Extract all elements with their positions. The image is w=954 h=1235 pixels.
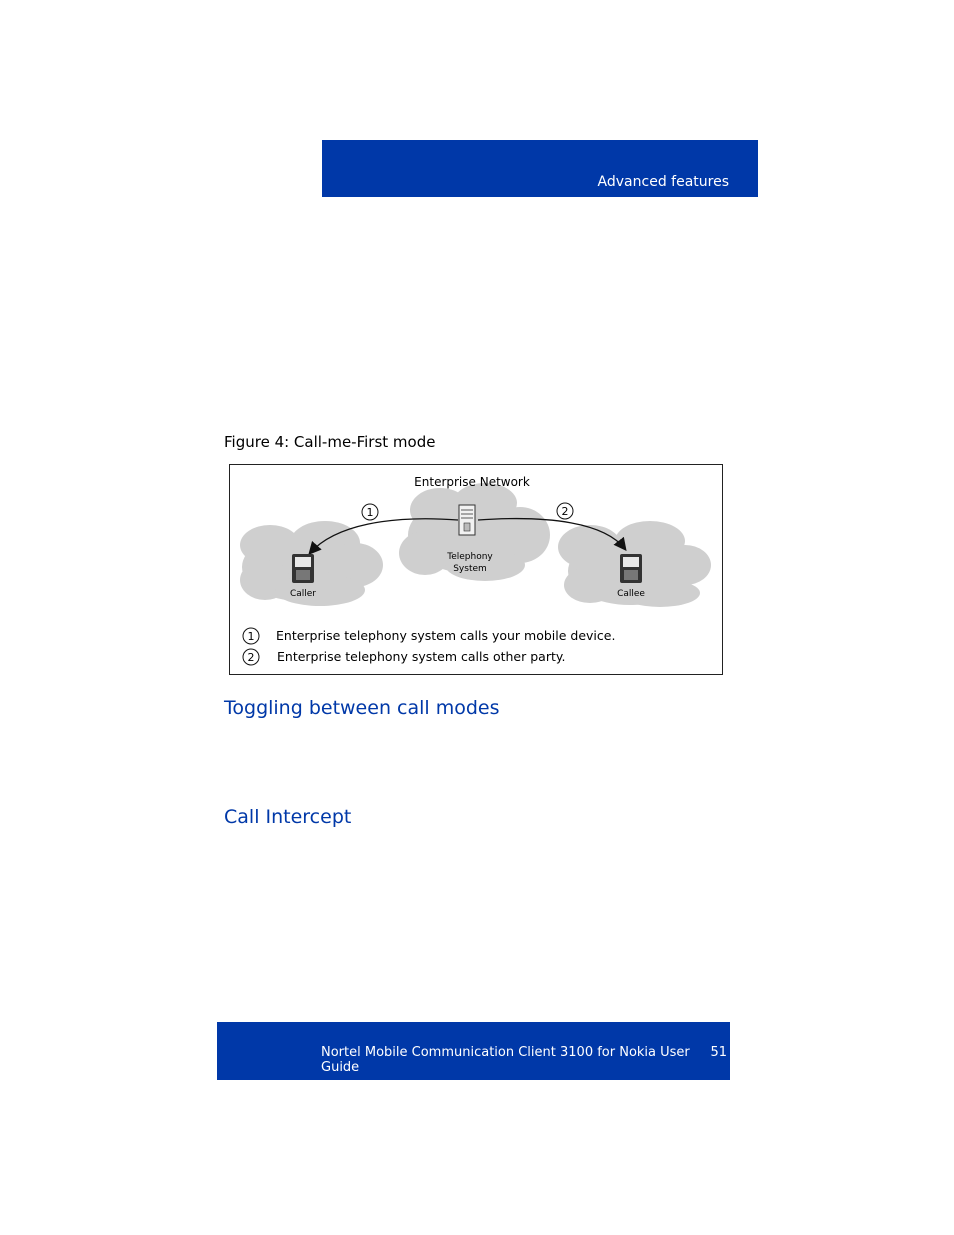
legend2-marker: 2 <box>247 651 255 664</box>
page-number: 51 <box>710 1045 727 1060</box>
telephony-label-line2: System <box>453 564 487 574</box>
telephony-label-line1: Telephony <box>447 552 493 562</box>
callee-label: Callee <box>617 589 645 599</box>
legend2-text: Enterprise telephony system calls other party. <box>277 649 566 664</box>
callee-phone-icon <box>620 554 642 583</box>
legend1-marker: 1 <box>247 630 255 643</box>
figure-caption: Figure 4: Call-me-First mode <box>224 433 436 451</box>
header-bar <box>322 140 758 197</box>
caller-label: Caller <box>289 589 317 599</box>
section-title: Advanced features <box>597 174 729 190</box>
caller-phone-icon <box>292 554 314 583</box>
footer-guide-title: Nortel Mobile Communication Client 3100 for Nokia User Guide <box>321 1045 690 1075</box>
network-label: Enterprise Network <box>414 475 530 489</box>
step1-marker: 1 <box>366 506 374 519</box>
server-icon <box>459 505 475 535</box>
heading-call-intercept: Call Intercept <box>224 806 352 828</box>
figure-diagram <box>230 465 724 676</box>
footer-bar <box>217 1022 730 1080</box>
figure-call-me-first <box>229 464 723 675</box>
step2-marker: 2 <box>561 505 569 518</box>
legend1-text: Enterprise telephony system calls your mobile device. <box>276 628 616 643</box>
heading-toggling-call-modes: Toggling between call modes <box>224 697 500 719</box>
